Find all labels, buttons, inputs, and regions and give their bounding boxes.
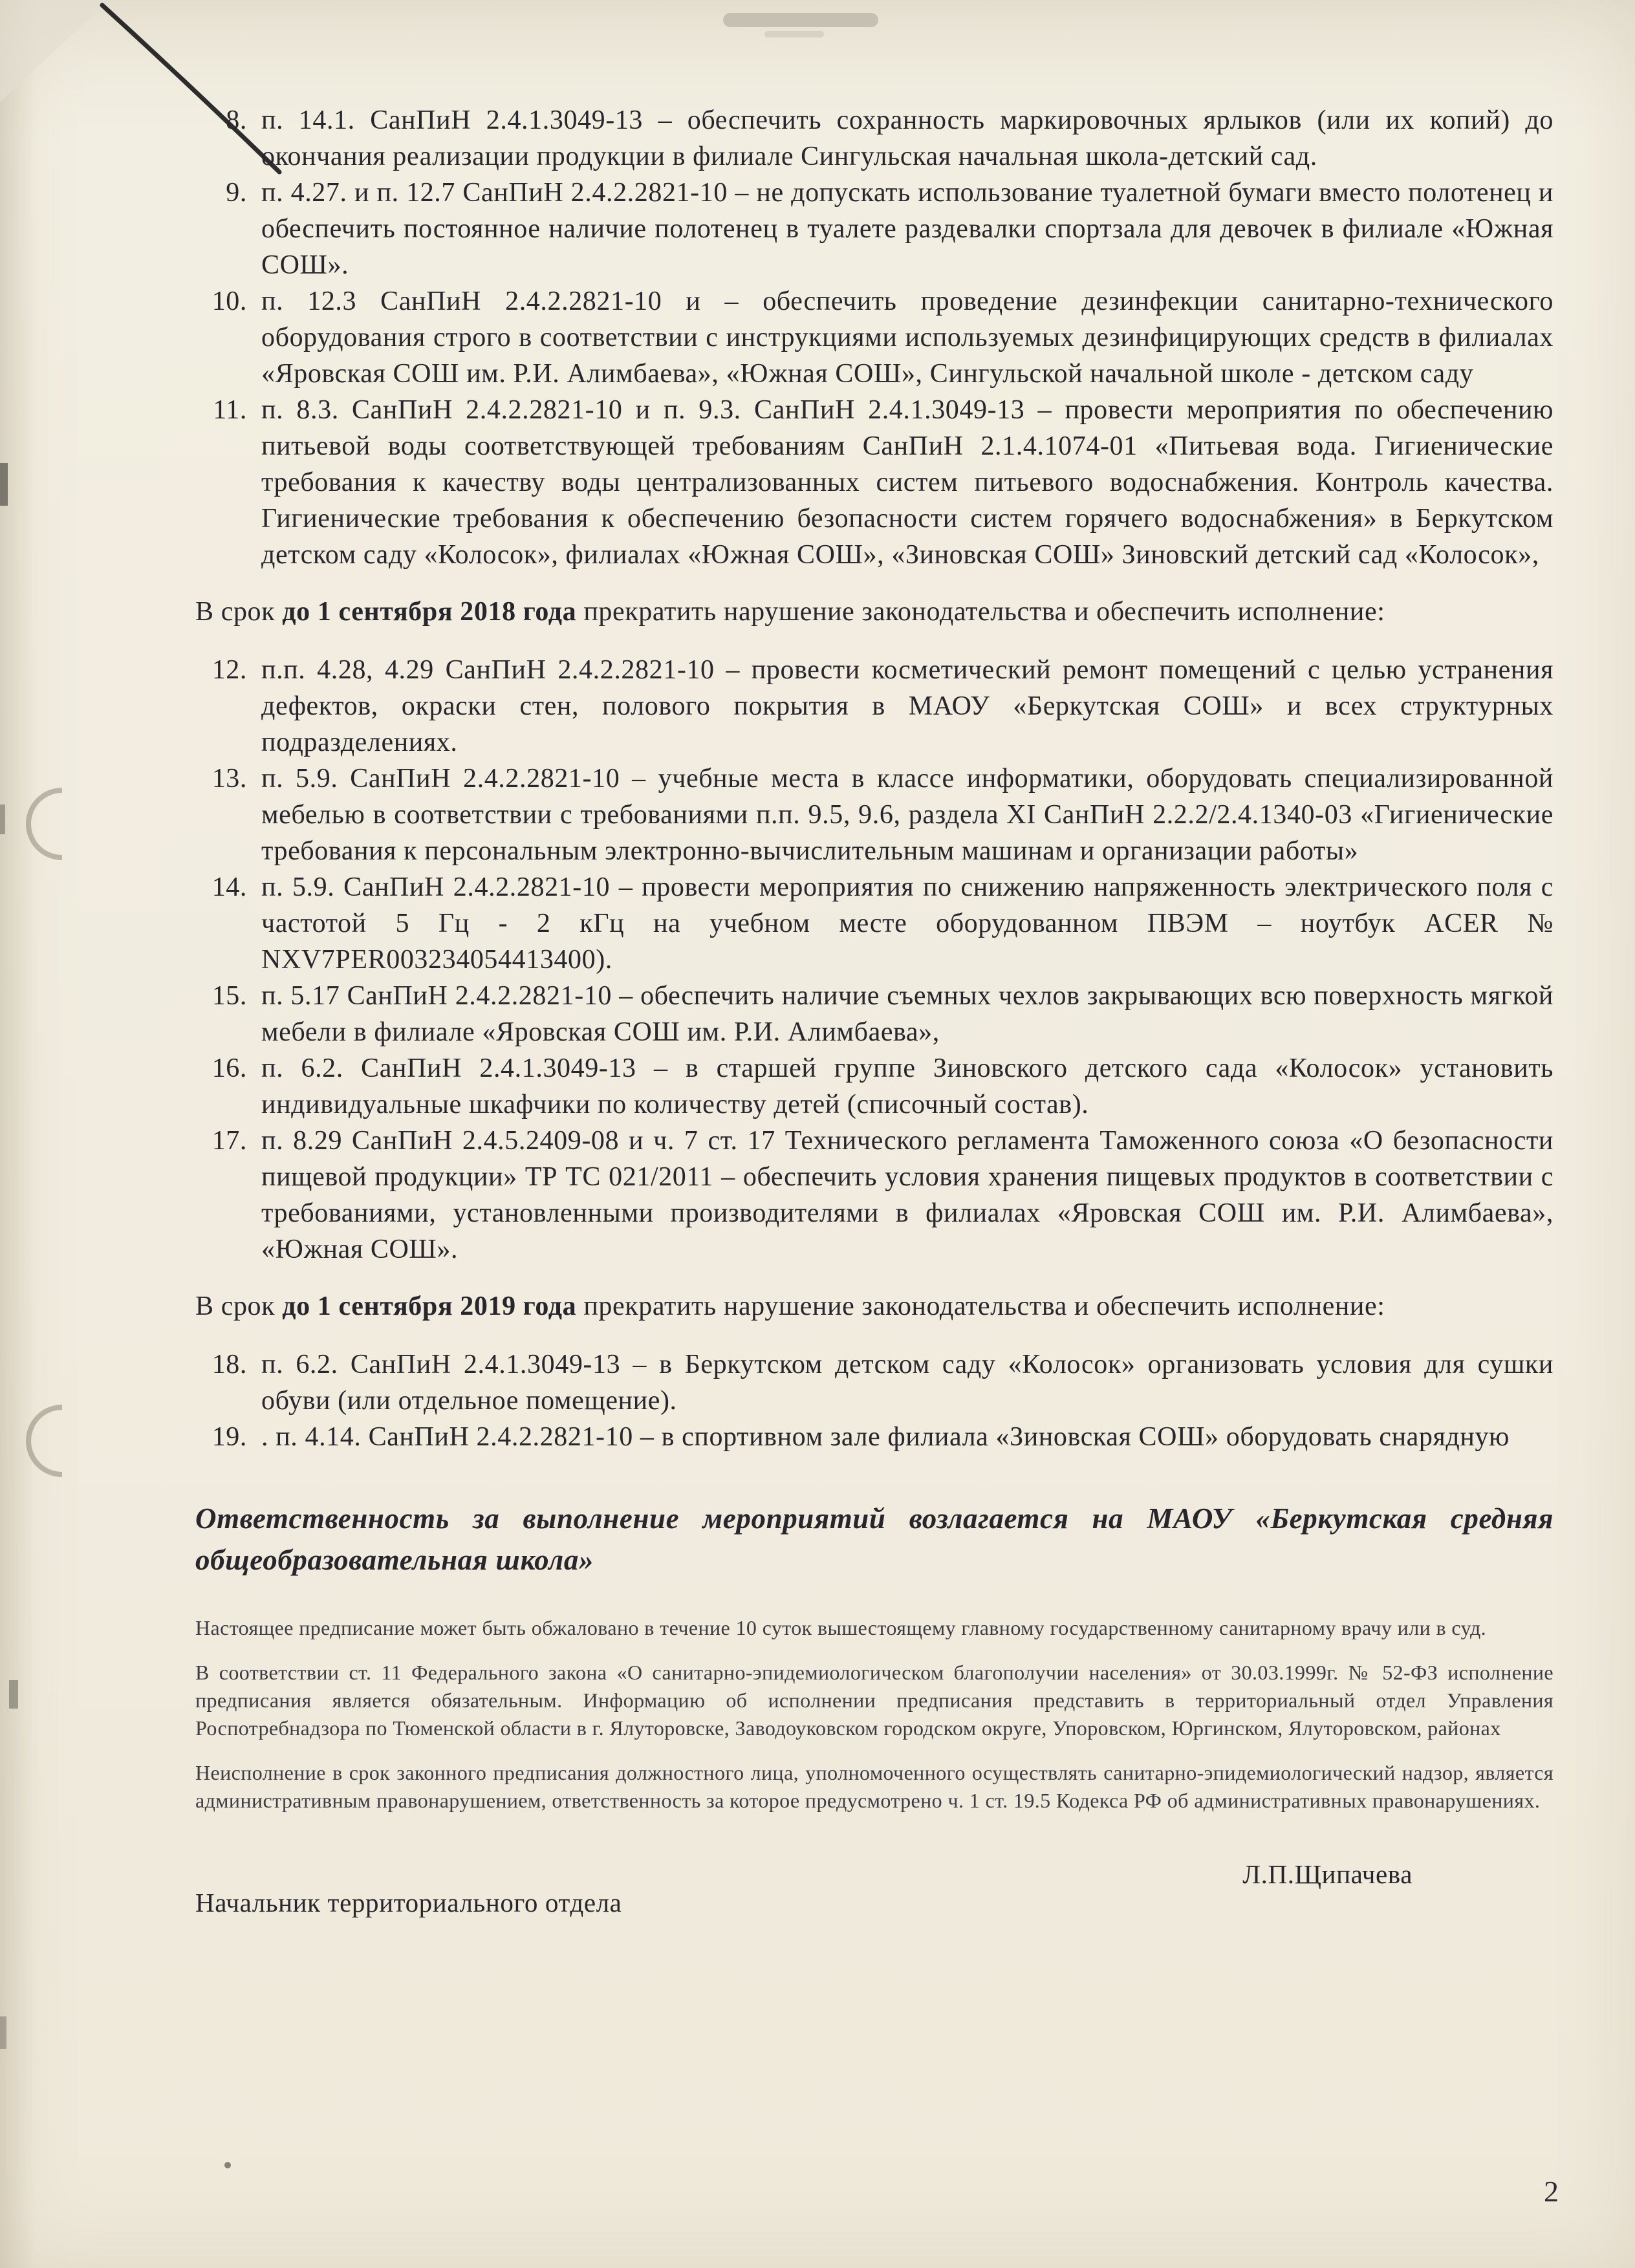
item-text: п. 12.3 СанПиН 2.4.2.2821-10 и – обеспечить проведение дезинфекции санитарно-технического оборудования строго в соответствии с инструкциями используемых дезинфицирующих средств в филиалах «Яровская СОШ им. Р.И. Алимбаева», «Южная СОШ», Сингульской начальной школе - детском саду [261, 286, 1554, 389]
list-item [195, 652, 1554, 761]
legal-notes [195, 1614, 1554, 1815]
page-number: 2 [1544, 2175, 1559, 2208]
deadline-prefix: В срок [195, 1291, 283, 1321]
list-item [195, 102, 1554, 175]
hole-punch-bottom [28, 1407, 62, 1474]
list-item [195, 1050, 1554, 1123]
list-item [195, 1123, 1554, 1268]
item-text: п. 4.27. и п. 12.7 СанПиН 2.4.2.2821-10 – не допускать использование туалетной бумаги вместо полотенец и обеспечить постоянное наличие полотенец в туалете раздевалки спортзала для девочек в филиале «Южная СОШ». [261, 178, 1554, 280]
signatory-title: Начальник территориального отдела [195, 1888, 622, 1917]
corner-fold-shade [0, 0, 109, 102]
item-number: 18. [211, 1350, 247, 1379]
list-item [195, 978, 1554, 1050]
item-number: 8. [226, 105, 247, 135]
item-text: п. 5.9. СанПиН 2.4.2.2821-10 – учебные места в классе информатики, оборудовать специализированной мебелью в соответствии с требованиями п.п. 9.5, 9.6, раздела XI СанПиН 2.2.2/2.4.1340-03 «Гигиенические требования к персональным электронно-вычислительным машинам и организации работы» [261, 764, 1554, 866]
list-item [195, 283, 1554, 392]
item-text: п. 5.9. СанПиН 2.4.2.2821-10 – провести мероприятия по снижению напряженность электрического поля с частотой 5 Гц - 2 кГц на учебном месте оборудованном ПВЭМ – ноутбук ACER № NXV7PER003234054413400). [261, 872, 1554, 975]
legal-note-paragraph: В соответствии ст. 11 Федерального закона «О санитарно-эпидемиологическом благополучии населения» от 30.03.1999г. № 52-ФЗ исполнение предписания является обязательным. Информацию об исполнении предписания представить в территориальный отдел Управления Роспотребнадзора по Тюменской области в г. Ялуторовске, Заводоуковском городском округе, Упоровском, Юргинском, Ялуторовском, районах [195, 1661, 1554, 1740]
deadline-2019-heading [195, 1288, 1554, 1324]
list-item [195, 869, 1554, 978]
item-text: п. 14.1. СанПиН 2.4.1.3049-13 – обеспечить сохранность маркировочных ярлыков (или их копий) до окончания реализации продукции в филиале Сингульская начальная школа-детский сад. [261, 105, 1554, 171]
item-number: 12. [211, 655, 247, 685]
responsibility-statement: Ответственность за выполнение мероприятий возлагается на МАОУ «Беркутская средняя общеобразовательная школа» [195, 1502, 1554, 1576]
item-text: п. 6.2. СанПиН 2.4.1.3049-13 – в Беркутском детском саду «Колосок» организовать условия для сушки обуви (или отдельное помещение). [261, 1350, 1554, 1416]
item-number: 13. [211, 764, 247, 794]
item-text: п.п. 4.28, 4.29 СанПиН 2.4.2.2821-10 – провести косметический ремонт помещений с целью устранения дефектов, окраски стен, полового покрытия в МАОУ «Беркутская СОШ» и всех структурных подразделениях. [261, 655, 1554, 757]
item-number: 16. [211, 1053, 247, 1083]
list-item [195, 392, 1554, 573]
item-number: 15. [211, 981, 247, 1011]
item-text: п. 5.17 СанПиН 2.4.2.2821-10 – обеспечить наличие съемных чехлов закрывающих всю поверхность мягкой мебели в филиале «Яровская СОШ им. Р.И. Алимбаева», [261, 981, 1554, 1047]
edge-mark [0, 2016, 6, 2049]
item-text: п. 8.3. СанПиН 2.4.2.2821-10 и п. 9.3. СанПиН 2.4.1.3049-13 – провести мероприятия по обеспечению питьевой воды соответствующей требованиям СанПиН 2.1.4.1074-01 «Питьевая вода. Гигиенические требования к качеству воды централизованных систем питьевого водоснабжения. Контроль качества. Гигиенические требования к обеспечению безопасности систем горячего водоснабжения» в Беркутском детском саду «Колосок», филиалах «Южная СОШ», «Зиновская СОШ» Зиновский детский сад «Колосок», [261, 395, 1554, 570]
stamp-smudge [723, 13, 878, 27]
item-number: 17. [211, 1126, 247, 1156]
hole-punch-top [28, 790, 62, 858]
item-text: . п. 4.14. СанПиН 2.4.2.2821-10 – в спортивном зале филиала «Зиновская СОШ» оборудовать снарядную [261, 1422, 1510, 1452]
signature-row [195, 1856, 1554, 1934]
list-item [195, 1419, 1554, 1455]
prescription-items-part2 [195, 652, 1554, 1268]
edge-mark [0, 805, 5, 834]
deadline-2018-heading [195, 594, 1554, 630]
deadline-date: до 1 сентября 2019 года [282, 1291, 577, 1321]
legal-note-paragraph: Неисполнение в срок законного предписания должностного лица, уполномоченного осуществлять санитарно-эпидемиологический надзор, является административным правонарушением, ответственность за которое предусмотрено ч. 1 ст. 19.5 Кодекса РФ об административных правонарушениях. [195, 1761, 1554, 1812]
legal-note-paragraph: Настоящее предписание может быть обжаловано в течение 10 суток вышестоящему главному государственному санитарному врачу или в суд. [195, 1616, 1487, 1639]
list-item [195, 761, 1554, 869]
item-number: 9. [226, 178, 247, 208]
deadline-prefix: В срок [195, 597, 283, 627]
deadline-suffix: прекратить нарушение законодательства и обеспечить исполнение: [576, 597, 1385, 627]
list-item [195, 1346, 1554, 1419]
edge-mark [9, 1680, 18, 1709]
edge-mark [0, 463, 8, 506]
item-number: 11. [213, 395, 247, 425]
list-item [195, 175, 1554, 283]
item-number: 19. [211, 1422, 247, 1452]
deadline-date: до 1 сентября 2018 года [282, 597, 577, 627]
signatory-name: Л.П.Щипачева [1242, 1859, 1413, 1889]
ink-dot [224, 2162, 231, 2168]
item-text: п. 8.29 СанПиН 2.4.5.2409-08 и ч. 7 ст. 17 Технического регламента Таможенного союза «О безопасности пищевой продукции» ТР ТС 021/2011 – обеспечить условия хранения пищевых продуктов в соответствии с требованиями, установленными производителями в филиалах «Яровская СОШ им. Р.И. Алимбаева», «Южная СОШ». [261, 1126, 1554, 1264]
document-body [195, 102, 1554, 1934]
item-number: 10. [211, 286, 247, 316]
item-text: п. 6.2. СанПиН 2.4.1.3049-13 – в старшей группе Зиновского детского сада «Колосок» установить индивидуальные шкафчики по количеству детей (списочный состав). [261, 1053, 1554, 1119]
deadline-suffix: прекратить нарушение законодательства и обеспечить исполнение: [576, 1291, 1385, 1321]
prescription-items-part1 [195, 102, 1554, 573]
prescription-items-part3 [195, 1346, 1554, 1455]
stamp-smudge [764, 31, 824, 38]
item-number: 14. [211, 872, 247, 902]
